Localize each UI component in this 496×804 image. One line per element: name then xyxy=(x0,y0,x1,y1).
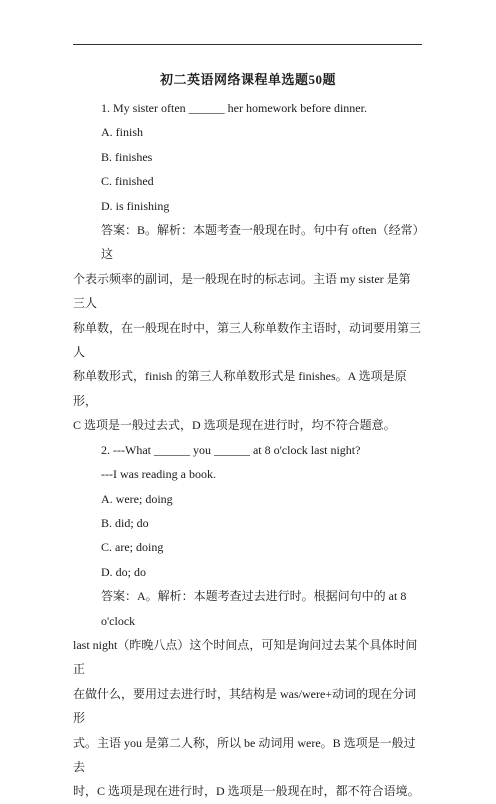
question-2-option-d: D. do; do xyxy=(101,564,146,579)
answer-line: 答案：A。解析：本题考查过去进行时。根据问句中的 at 8 o'clock xyxy=(101,589,407,628)
question-1-answer xyxy=(73,218,422,438)
answer-line: 答案：B。解析：本题考查一般现在时。句中有 often（经常）这 xyxy=(101,223,419,262)
question-1-option-c: C. finished xyxy=(101,174,154,189)
question-1-option-d: D. is finishing xyxy=(101,198,170,213)
question-1-stem: 1. My sister often ______ her homework before dinner. xyxy=(101,101,367,115)
answer-line: 在做什么，要用过去进行时，其结构是 was/were+动词的现在分词形 xyxy=(73,686,417,726)
question-2-option-c: C. are; doing xyxy=(101,540,164,555)
question-2-stem: 2. ---What ______ you ______ at 8 o'clock last night? xyxy=(101,442,361,457)
question-2-response: ---I was reading a book. xyxy=(101,467,216,482)
answer-line: 个表示频率的副词，是一般现在时的标志词。主语 my sister 是第三人 xyxy=(73,271,411,311)
answer-line: 时，C 选项是现在进行时，D 选项是一般现在时，都不符合语境。 xyxy=(73,784,420,799)
header-rule xyxy=(73,44,422,45)
question-2-answer xyxy=(73,584,422,804)
answer-line: last night（昨晚八点）这个时间点，可知是询问过去某个具体时间正 xyxy=(73,637,418,677)
document-body xyxy=(73,96,422,804)
answer-line: 称单数形式，finish 的第三人称单数形式是 finishes。A 选项是原形， xyxy=(73,369,407,408)
question-1-option-b: B. finishes xyxy=(101,149,153,164)
answer-line: 称单数，在一般现在时中，第三人称单数作主语时，动词要用第三人 xyxy=(73,320,422,360)
answer-line: 式。主语 you 是第二人称，所以 be 动词用 were。B 选项是一般过去 xyxy=(73,735,416,774)
question-1-option-a: A. finish xyxy=(101,125,143,140)
document-title: 初二英语网络课程单选题50题 xyxy=(159,72,336,87)
question-2-option-a: A. were; doing xyxy=(101,491,173,506)
answer-line: C 选项是一般过去式，D 选项是现在进行时，均不符合题意。 xyxy=(73,418,396,433)
question-2-option-b: B. did; do xyxy=(101,515,149,530)
